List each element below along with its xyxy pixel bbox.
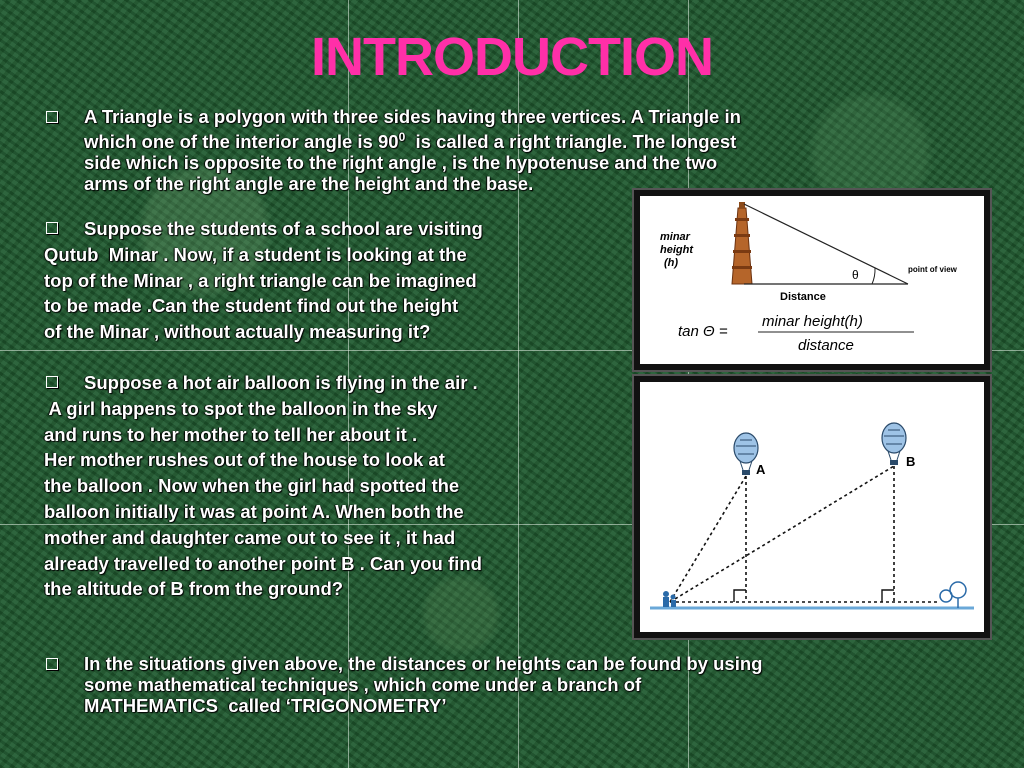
label-minar: minar xyxy=(660,231,690,243)
balloon-figure xyxy=(634,376,990,638)
paragraph-line: and runs to her mother to tell her about it . xyxy=(44,423,418,445)
minar-tower-icon xyxy=(732,202,752,284)
label-h: (h) xyxy=(664,257,679,269)
checkbox-square-icon xyxy=(46,658,58,670)
label-point-b: B xyxy=(906,454,916,469)
paragraph-line: A girl happens to spot the balloon in the sky xyxy=(44,397,438,419)
superscript: 0 xyxy=(398,130,406,144)
paragraph-line: mother and daughter came out to see it , it had xyxy=(44,526,456,548)
slide-title: INTRODUCTION xyxy=(311,27,713,87)
people-icon xyxy=(663,591,676,607)
paragraph-line xyxy=(84,127,984,152)
paragraph-line: of the Minar , without actually measuring it? xyxy=(44,321,431,343)
label-point-of-view: point of view xyxy=(908,265,957,274)
paragraph-line xyxy=(44,370,634,396)
paragraph-line: to be made .Can the student find out the height xyxy=(44,295,459,317)
paragraph-line: balloon initially it was at point A. When both the xyxy=(44,500,464,522)
formula-lhs: tan Θ = xyxy=(678,323,728,340)
paragraph-text: Suppose the students of a school are visiting xyxy=(84,218,483,239)
balloon-diagram xyxy=(640,382,984,632)
checkbox-square-icon xyxy=(46,111,58,123)
paragraph-triangle-definition xyxy=(84,106,984,194)
paragraph-line: top of the Minar , a right triangle can be imagined xyxy=(44,269,477,291)
paragraph-line: In the situations given above, the distances or heights can be found by using xyxy=(84,653,763,674)
minar-figure xyxy=(634,190,990,370)
tree-icon xyxy=(940,582,966,608)
paragraph-trigonometry xyxy=(84,653,1004,716)
paragraph-line: Her mother rushes out of the house to look at xyxy=(44,449,445,471)
paragraph-text: is called a right triangle. The longest xyxy=(405,131,737,153)
label-theta: θ xyxy=(852,268,859,282)
paragraph-line: side which is opposite to the right angle , is the hypotenuse and the two xyxy=(84,152,718,174)
paragraph-text: which one of the interior angle is 90 xyxy=(84,131,399,153)
paragraph-qutub-minar xyxy=(44,216,634,345)
paragraph-line: the altitude of B from the ground? xyxy=(44,578,344,600)
label-distance: Distance xyxy=(780,291,826,303)
paragraph-line xyxy=(44,216,634,242)
label-point-a: A xyxy=(756,462,766,477)
label-height: height xyxy=(660,244,693,256)
paragraph-line: already travelled to another point B . Can you find xyxy=(44,552,482,574)
formula-numerator: minar height(h) xyxy=(762,313,863,330)
paragraph-line: the balloon . Now when the girl had spotted the xyxy=(44,475,460,497)
paragraph-line: some mathematical techniques , which come under a branch of xyxy=(84,674,642,695)
paragraph-line: MATHEMATICS called ‘TRIGONOMETRY’ xyxy=(84,695,447,716)
paragraph-line: A Triangle is a polygon with three sides having three vertices. A Triangle in xyxy=(84,106,741,127)
paragraph-line: Qutub Minar . Now, if a student is looking at the xyxy=(44,243,467,265)
minar-diagram xyxy=(640,196,984,364)
paragraph-hot-air-balloon xyxy=(44,370,634,602)
paragraph-text: Suppose a hot air balloon is flying in the air . xyxy=(84,372,478,393)
hot-air-balloon-icon xyxy=(734,433,758,475)
hot-air-balloon-icon xyxy=(882,423,906,465)
paragraph-line: arms of the right angle are the height and the base. xyxy=(84,173,534,195)
formula-denominator: distance xyxy=(798,337,854,354)
